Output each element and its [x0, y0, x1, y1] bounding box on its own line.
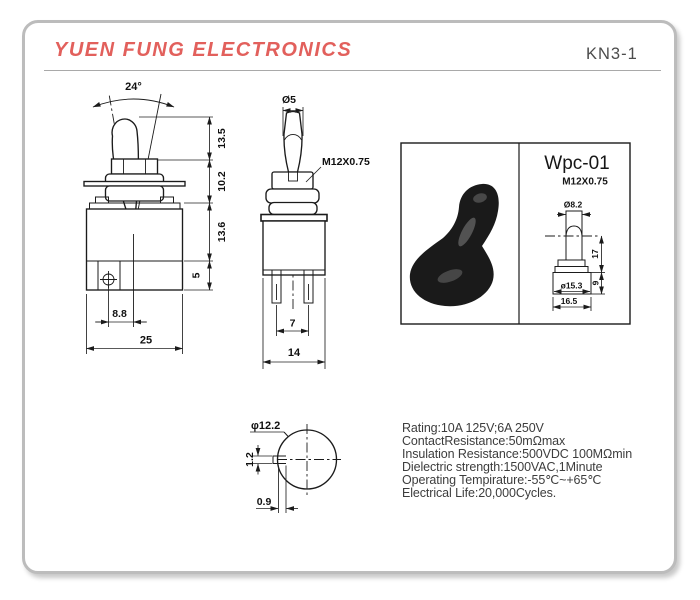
dim-terminal-pitch: 7 — [289, 317, 296, 330]
panel-hole-drawing — [244, 420, 341, 513]
company-name: YUEN FUNG ELECTRONICS — [54, 39, 353, 61]
cap-thread: M12X0.75 — [562, 176, 608, 188]
specifications-block — [402, 422, 664, 501]
switch-body — [87, 209, 183, 290]
cap-hex-upper — [558, 260, 585, 267]
spec-line-dielectric-strength: Dielectric strength:1500VAC,1Minute — [402, 460, 603, 475]
thread-callout: M12X0.75 — [322, 156, 370, 168]
dim-body-width: 25 — [139, 334, 153, 347]
throw-angle-arc — [93, 99, 174, 107]
cap-stem — [566, 211, 582, 260]
bushing-top — [272, 172, 313, 189]
boot-silhouette — [410, 184, 499, 306]
cap-hex-lower — [555, 267, 588, 273]
side-view-drawing — [261, 94, 370, 369]
dim-cap-base-dia: ø15.3 — [560, 280, 583, 291]
spec-line-contact-resistance: ContactResistance:50mΩmax — [402, 434, 566, 449]
dim-bushing-height: 10.2 — [216, 171, 229, 192]
spec-line-electrical-life: Electrical Life:20,000Cycles. — [402, 486, 557, 501]
spec-line-insulation-resistance: Insulation Resistance:500VDC 100MΩmin — [402, 447, 633, 462]
spec-line-rating: Rating:10A 125V;6A 250V — [402, 421, 544, 435]
cap-model: Wpc-01 — [544, 153, 610, 174]
dim-body-width-side: 14 — [287, 347, 301, 359]
model-number: KN3-1 — [586, 45, 638, 63]
dim-body-height: 13.6 — [216, 221, 229, 243]
cap-drawing — [545, 200, 605, 312]
cap-panel — [401, 143, 630, 324]
dim-cap-top-dia: Ø8.2 — [563, 199, 583, 210]
dim-cap-base-width: 16.5 — [560, 296, 578, 306]
round-nut-lower — [269, 203, 317, 215]
dim-cap-lower-height: 9 — [590, 280, 601, 286]
top-plate-side — [261, 215, 327, 222]
knurled-nut-lower — [106, 186, 164, 201]
dim-lever-height: 13.5 — [216, 128, 229, 149]
dim-cap-upper-height: 17 — [589, 249, 600, 259]
dim-hole-dia: φ12.2 — [251, 420, 281, 432]
dim-lever-dia: Ø5 — [281, 94, 297, 106]
dim-angle: 24° — [125, 81, 142, 93]
dim-key-height: 1.2 — [244, 452, 257, 467]
dim-key-depth: 0.9 — [256, 496, 272, 508]
front-view-drawing — [84, 81, 228, 354]
dim-hole-offset: 8.8 — [112, 308, 127, 320]
toggle-lever-side — [284, 112, 302, 173]
hex-nut — [112, 159, 158, 174]
round-nut-upper — [266, 189, 319, 203]
switch-body-side — [263, 221, 325, 275]
dim-base-height: 5 — [190, 272, 203, 279]
rubber-boot-photo — [410, 184, 499, 306]
spec-line-operating-temperature: Operating Tempirature:-55℃~+65℃ — [402, 473, 602, 488]
